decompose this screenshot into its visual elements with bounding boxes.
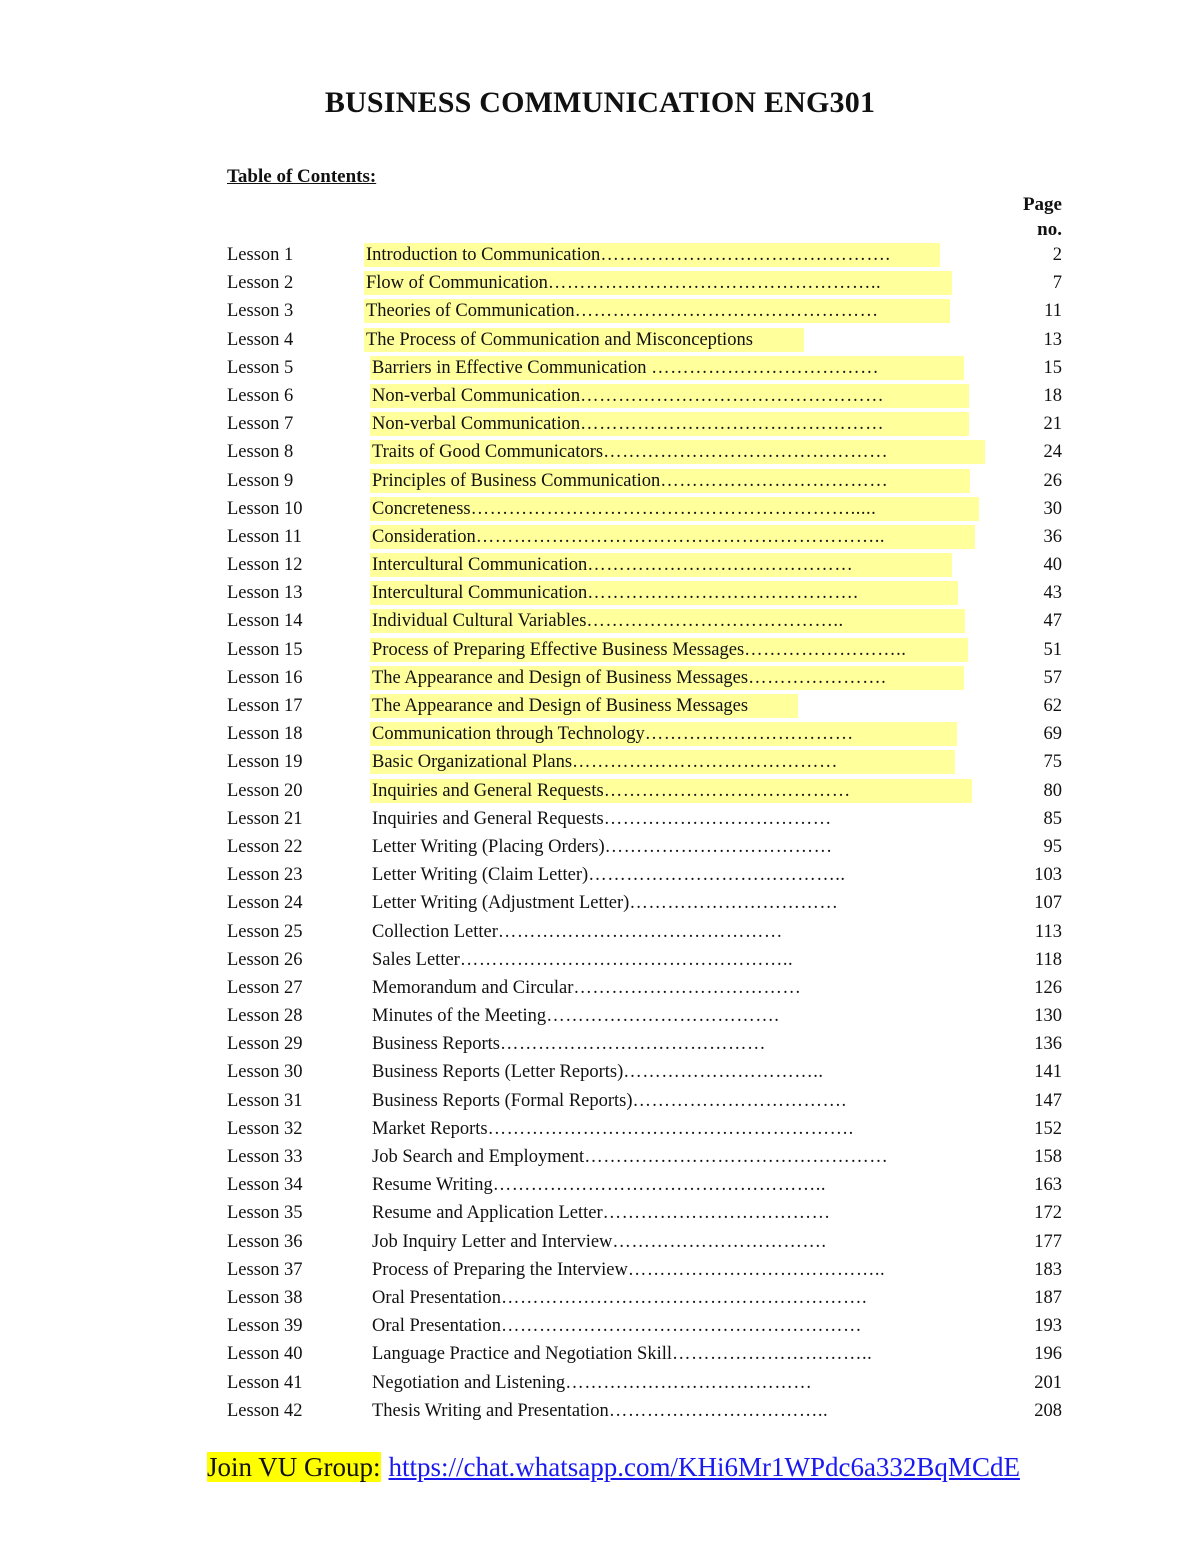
toc-list	[0, 241, 1200, 1425]
dot-leader: ……………………………………	[572, 752, 839, 773]
lesson-topic-title: Letter Writing (Adjustment Letter)	[372, 893, 630, 914]
dot-leader: ……………………………………	[499, 1034, 766, 1055]
page-number: 85	[1043, 808, 1062, 829]
page-number: 7	[1052, 273, 1062, 294]
lesson-topic	[370, 1258, 948, 1282]
lesson-topic-title: Resume and Application Letter	[372, 1203, 603, 1224]
join-group-label: Join VU Group:	[207, 1452, 381, 1482]
page-number: 47	[1043, 611, 1062, 632]
lesson-topic	[370, 1201, 948, 1225]
dot-leader: …………………………….	[612, 1231, 827, 1252]
lesson-number: Lesson 33	[227, 1147, 303, 1167]
lesson-number: Lesson 37	[227, 1259, 303, 1280]
lesson-topic-title: Theories of Communication	[366, 301, 575, 322]
lesson-topic	[364, 271, 952, 295]
toc-row	[0, 1228, 1200, 1256]
toc-row	[0, 523, 1200, 551]
toc-row	[0, 1312, 1200, 1340]
lesson-topic-title: The Appearance and Design of Business Messages	[372, 696, 749, 716]
lesson-topic	[370, 384, 969, 408]
lesson-topic-title: Language Practice and Negotiation Skill	[372, 1344, 673, 1365]
toc-row	[0, 269, 1200, 297]
lesson-topic	[370, 666, 964, 690]
lesson-number: Lesson 32	[227, 1118, 303, 1139]
lesson-topic-title: Job Search and Employment	[372, 1147, 585, 1167]
toc-row	[0, 241, 1200, 269]
lesson-number: Lesson 22	[227, 836, 303, 857]
toc-row	[0, 889, 1200, 917]
lesson-topic	[370, 891, 962, 915]
lesson-number: Lesson 24	[227, 893, 303, 914]
dot-leader: ……………………………………………..	[492, 1175, 826, 1196]
lesson-number: Lesson 29	[227, 1034, 303, 1055]
lesson-topic	[370, 1060, 918, 1084]
page-number: 147	[1034, 1090, 1062, 1111]
lesson-number: Lesson 38	[227, 1287, 303, 1308]
toc-row	[0, 551, 1200, 579]
lesson-topic-title: Negotiation and Listening	[372, 1372, 566, 1393]
toc-row	[0, 805, 1200, 833]
lesson-topic-title: Inquiries and General Requests	[372, 808, 604, 829]
lesson-number: Lesson 18	[227, 724, 303, 745]
lesson-topic	[370, 609, 965, 633]
dot-leader: ………………………………………………….	[487, 1118, 854, 1139]
page-number: 80	[1043, 780, 1062, 801]
lesson-number: Lesson 20	[227, 780, 303, 801]
lesson-number: Lesson 12	[227, 555, 303, 576]
lesson-number: Lesson 7	[227, 414, 294, 435]
dot-leader: …………………………………..	[586, 611, 844, 632]
lesson-topic	[370, 863, 968, 887]
lesson-topic	[370, 920, 934, 944]
dot-leader: …………………………………..	[627, 1259, 886, 1280]
dot-leader: ……………………………………………..	[459, 949, 794, 970]
toc-row	[0, 1002, 1200, 1030]
page-number: 177	[1034, 1231, 1062, 1252]
lesson-topic	[370, 750, 955, 774]
lesson-number: Lesson 34	[227, 1175, 303, 1196]
lesson-number: Lesson 14	[227, 611, 303, 632]
page-number: 113	[1034, 921, 1062, 942]
dot-leader: ……………………………………	[587, 555, 854, 576]
page-number: 18	[1043, 385, 1062, 406]
page-number: 62	[1043, 696, 1062, 716]
lesson-number: Lesson 41	[227, 1372, 303, 1393]
page-number: 75	[1043, 752, 1062, 773]
dot-leader: …………………………………..	[588, 865, 846, 886]
page-number: 24	[1043, 442, 1062, 463]
toc-row	[0, 1256, 1200, 1284]
dot-leader: ………………………………	[603, 808, 832, 829]
toc-row	[0, 1369, 1200, 1397]
lesson-topic	[370, 722, 957, 746]
lesson-topic	[370, 581, 958, 605]
lesson-number: Lesson 16	[227, 667, 303, 688]
lesson-topic	[364, 299, 950, 323]
lesson-number: Lesson 2	[227, 273, 294, 294]
lesson-topic	[370, 1371, 925, 1395]
whatsapp-group-link[interactable]: https://chat.whatsapp.com/KHi6Mr1WPdc6a332BqMCdE	[388, 1452, 1020, 1482]
dot-leader: …………………………….	[632, 1090, 847, 1111]
lesson-topic	[370, 1230, 947, 1254]
lesson-topic	[370, 412, 969, 436]
dot-leader: ……………………………	[629, 893, 839, 914]
lesson-topic	[370, 469, 970, 493]
lesson-topic	[370, 525, 975, 549]
lesson-topic-title: Business Reports	[372, 1034, 500, 1055]
page-number: 40	[1043, 555, 1062, 576]
lesson-number: Lesson 28	[227, 1006, 303, 1027]
lesson-number: Lesson 15	[227, 639, 303, 660]
lesson-topic-title: Individual Cultural Variables	[372, 611, 587, 632]
lesson-topic	[370, 1117, 934, 1141]
lesson-topic	[370, 835, 950, 859]
toc-row	[0, 326, 1200, 354]
lesson-topic	[370, 779, 972, 803]
page-column-header	[1000, 192, 1062, 242]
lesson-topic	[370, 1004, 890, 1028]
lesson-number: Lesson 26	[227, 949, 303, 970]
toc-row	[0, 1030, 1200, 1058]
lesson-topic-title: Collection Letter	[372, 921, 498, 942]
lesson-topic-title: The Appearance and Design of Business Messages	[372, 667, 749, 688]
toc-row	[0, 1058, 1200, 1086]
toc-row	[0, 1115, 1200, 1143]
lesson-number: Lesson 9	[227, 470, 294, 491]
lesson-topic-title: Market Reports	[372, 1118, 488, 1139]
toc-row	[0, 1199, 1200, 1227]
page-number: 30	[1043, 498, 1062, 519]
lesson-number: Lesson 36	[227, 1231, 303, 1252]
dot-leader: ………………………………	[602, 1203, 831, 1224]
lesson-topic-title: Principles of Business Communication	[372, 470, 661, 491]
lesson-topic-title: Non-verbal Communication	[372, 385, 581, 406]
lesson-topic-title: Introduction to Communication	[366, 245, 601, 265]
lesson-topic-title: Letter Writing (Claim Letter)	[372, 865, 589, 886]
dot-leader: ………………………………………………….	[500, 1287, 868, 1308]
page-number: 103	[1034, 865, 1062, 886]
lesson-number: Lesson 30	[227, 1062, 303, 1083]
toc-row	[0, 833, 1200, 861]
dot-leader: ……………………..	[744, 639, 907, 660]
page-number: 183	[1034, 1259, 1062, 1280]
dot-leader: ……………………………	[644, 724, 854, 745]
dot-leader: …………………………..	[672, 1344, 873, 1365]
page-number: 43	[1043, 583, 1062, 604]
lesson-number: Lesson 35	[227, 1203, 303, 1224]
toc-row	[0, 297, 1200, 325]
page-number: 107	[1034, 893, 1062, 914]
lesson-number: Lesson 25	[227, 921, 303, 942]
lesson-number: Lesson 6	[227, 385, 294, 406]
toc-row	[0, 495, 1200, 523]
document-title: BUSINESS COMMUNICATION ENG301	[324, 86, 876, 119]
toc-row	[0, 636, 1200, 664]
page-column-header-line2: no.	[1037, 219, 1062, 240]
lesson-topic	[370, 497, 979, 521]
page-number: 95	[1043, 836, 1062, 857]
page-number: 126	[1034, 977, 1062, 998]
lesson-topic-title: Resume Writing	[372, 1175, 493, 1196]
dot-leader: …………………………………	[565, 1372, 813, 1393]
toc-row	[0, 382, 1200, 410]
lesson-topic	[370, 356, 964, 380]
page-number: 51	[1043, 639, 1062, 660]
toc-row	[0, 354, 1200, 382]
toc-row	[0, 946, 1200, 974]
lesson-topic	[370, 1399, 927, 1423]
dot-leader: ………………………………………………………..	[475, 526, 886, 547]
toc-row	[0, 974, 1200, 1002]
lesson-topic	[370, 1286, 950, 1310]
lesson-topic-title: Thesis Writing and Presentation	[372, 1400, 609, 1421]
page-number: 158	[1034, 1147, 1062, 1167]
lesson-number: Lesson 13	[227, 583, 303, 604]
lesson-topic-title: Sales Letter	[372, 949, 460, 970]
lesson-topic	[364, 243, 940, 267]
page-column-header-line1: Page	[1022, 194, 1062, 215]
page-number: 11	[1044, 301, 1062, 322]
lesson-number: Lesson 3	[227, 301, 294, 322]
toc-row	[0, 1143, 1200, 1171]
dot-leader: ……………………………..	[608, 1400, 829, 1421]
lesson-topic-title: Letter Writing (Placing Orders)	[372, 836, 605, 857]
page-number: 69	[1043, 724, 1062, 745]
lesson-topic	[370, 807, 947, 831]
footer	[207, 1452, 1020, 1483]
lesson-number: Lesson 39	[227, 1316, 303, 1337]
lesson-topic	[370, 553, 952, 577]
lesson-topic	[370, 694, 798, 718]
lesson-number: Lesson 1	[227, 245, 294, 265]
dot-leader: ………………………………	[604, 836, 833, 857]
toc-row	[0, 664, 1200, 692]
lesson-topic	[370, 948, 922, 972]
page-number: 201	[1034, 1372, 1062, 1393]
dot-leader: ………………………………………	[497, 921, 783, 942]
lesson-number: Lesson 31	[227, 1090, 303, 1111]
lesson-topic-title: Communication through Technology	[372, 724, 645, 745]
lesson-topic	[370, 1089, 922, 1113]
lesson-topic-title: Basic Organizational Plans	[372, 752, 573, 773]
lesson-topic-title: Inquiries and General Requests	[372, 780, 604, 801]
toc-row	[0, 1087, 1200, 1115]
page-number: 208	[1034, 1400, 1062, 1421]
toc-heading: Table of Contents:	[227, 166, 377, 187]
lesson-number: Lesson 27	[227, 977, 303, 998]
page-number: 163	[1034, 1175, 1062, 1196]
lesson-topic	[370, 638, 968, 662]
dot-leader: …………………………………………	[580, 385, 885, 406]
dot-leader: ………………………………	[651, 357, 880, 378]
page-number: 130	[1034, 1006, 1062, 1027]
page-number: 15	[1043, 357, 1062, 378]
lesson-topic	[370, 1173, 919, 1197]
toc-row	[0, 438, 1200, 466]
page-number: 118	[1034, 949, 1062, 970]
lesson-topic-title: Oral Presentation	[372, 1316, 501, 1337]
lesson-topic-title: Process of Preparing the Interview	[372, 1259, 628, 1280]
lesson-topic-title: Business Reports (Formal Reports)	[372, 1090, 633, 1111]
dot-leader: ……………………………….	[546, 1006, 780, 1027]
dot-leader: …………………………………………	[574, 301, 879, 322]
lesson-number: Lesson 23	[227, 865, 303, 886]
lesson-topic	[364, 328, 804, 352]
dot-leader: ………………………………	[573, 977, 802, 998]
dot-leader: ……………………………………………..	[547, 273, 882, 294]
lesson-topic-title: Barriers in Effective Communication	[372, 357, 652, 378]
page-number: 136	[1034, 1034, 1062, 1055]
lesson-number: Lesson 19	[227, 752, 303, 773]
page-number: 193	[1034, 1316, 1062, 1337]
dot-leader: …………………………..	[623, 1062, 824, 1083]
page-number: 172	[1034, 1203, 1062, 1224]
toc-row	[0, 861, 1200, 889]
lesson-topic	[370, 440, 985, 464]
lesson-topic-title: Consideration	[372, 526, 476, 547]
lesson-topic	[370, 1342, 950, 1366]
dot-leader: ………………………………………	[603, 442, 889, 463]
dot-leader: …………………………………	[603, 780, 851, 801]
lesson-topic-title: Memorandum and Circular	[372, 977, 574, 998]
toc-row	[0, 607, 1200, 635]
page-number: 2	[1052, 245, 1062, 265]
toc-row	[0, 1340, 1200, 1368]
lesson-topic	[370, 1032, 892, 1056]
dot-leader: …………………………………………………….....	[470, 498, 877, 519]
toc-row	[0, 777, 1200, 805]
lesson-topic-title: The Process of Communication and Misconceptions	[366, 329, 753, 350]
dot-leader: ………………….	[748, 667, 887, 688]
lesson-number: Lesson 5	[227, 357, 294, 378]
lesson-topic-title: Intercultural Communication	[372, 583, 588, 604]
dot-leader: …………………………………………	[580, 414, 885, 435]
page-number: 36	[1043, 526, 1062, 547]
toc-row	[0, 720, 1200, 748]
lesson-number: Lesson 4	[227, 329, 294, 350]
toc-row	[0, 579, 1200, 607]
toc-row	[0, 1397, 1200, 1425]
lesson-topic-title: Business Reports (Letter Reports)	[372, 1062, 624, 1083]
dot-leader: …………………………………….	[587, 583, 859, 604]
lesson-topic-title: Intercultural Communication	[372, 555, 588, 576]
lesson-number: Lesson 8	[227, 442, 294, 463]
toc-row	[0, 692, 1200, 720]
page-number: 21	[1043, 414, 1062, 435]
lesson-topic	[370, 976, 913, 1000]
page-number: 26	[1043, 470, 1062, 491]
dot-leader: …………………………………………………	[500, 1316, 862, 1337]
page-number: 187	[1034, 1287, 1062, 1308]
toc-row	[0, 467, 1200, 495]
page-number: 152	[1034, 1118, 1062, 1139]
dot-leader: …………………………………………	[584, 1147, 889, 1167]
lesson-number: Lesson 40	[227, 1344, 303, 1365]
toc-row	[0, 410, 1200, 438]
lesson-topic	[370, 1145, 938, 1169]
lesson-topic-title: Process of Preparing Effective Business Messages	[372, 639, 745, 660]
lesson-number: Lesson 10	[227, 498, 303, 519]
lesson-topic-title: Concreteness	[372, 498, 471, 519]
lesson-topic-title: Job Inquiry Letter and Interview	[372, 1231, 613, 1252]
lesson-number: Lesson 17	[227, 696, 303, 716]
page-number: 57	[1043, 667, 1062, 688]
lesson-topic-title: Flow of Communication	[366, 273, 548, 294]
dot-leader: ……………………………………….	[600, 245, 891, 265]
lesson-number: Lesson 11	[227, 526, 302, 547]
lesson-topic-title: Traits of Good Communicators	[372, 442, 604, 463]
lesson-topic	[370, 1314, 936, 1338]
toc-row	[0, 1171, 1200, 1199]
toc-row	[0, 748, 1200, 776]
page-number: 141	[1034, 1062, 1062, 1083]
page-number: 196	[1034, 1344, 1062, 1365]
toc-row	[0, 1284, 1200, 1312]
lesson-number: Lesson 21	[227, 808, 303, 829]
lesson-number: Lesson 42	[227, 1400, 303, 1421]
lesson-topic-title: Oral Presentation	[372, 1287, 501, 1308]
lesson-topic-title: Minutes of the Meeting	[372, 1006, 547, 1027]
dot-leader: ………………………………	[660, 470, 889, 491]
lesson-topic-title: Non-verbal Communication	[372, 414, 581, 435]
page-number: 13	[1043, 329, 1062, 350]
toc-row	[0, 918, 1200, 946]
